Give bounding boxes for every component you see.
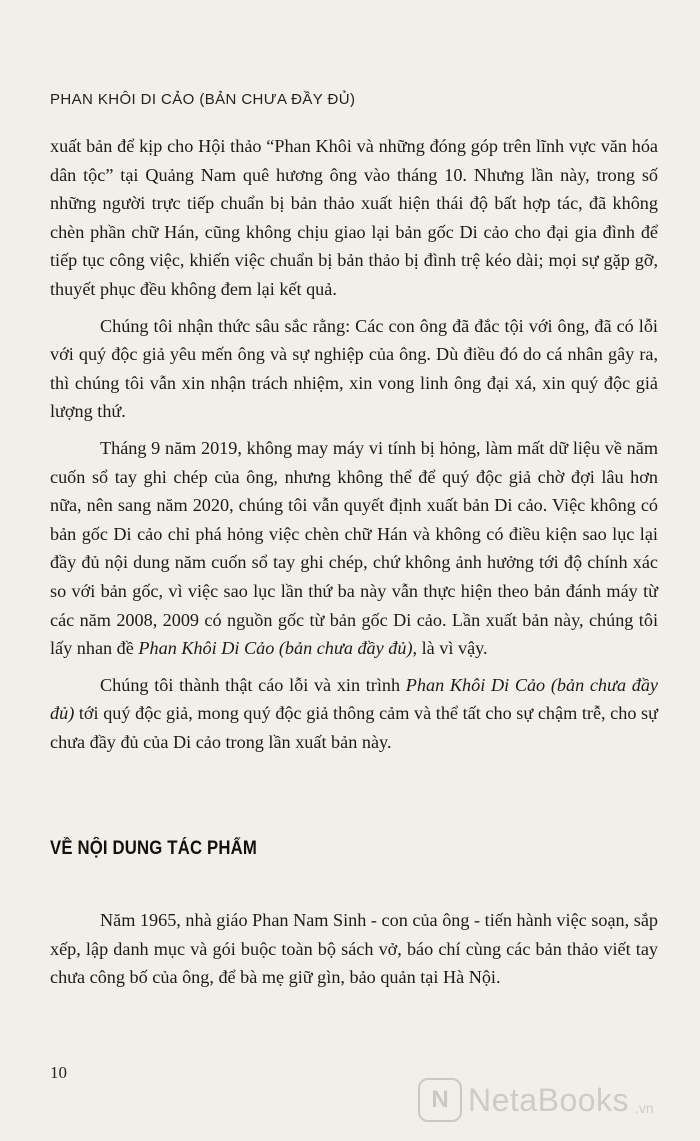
- paragraph-3-tail: , là vì vậy.: [412, 638, 488, 659]
- paragraph-2: Chúng tôi nhận thức sâu sắc rằng: Các con ông đã đắc tội với ông, đã có lỗi với quý độc giả yêu mến ông và sự nghiệp của ông. Dù điều đó do cá nhân gây ra, thì chúng tôi vẫn xin nhận trách nhiệm, xin vong linh ông đại xá, xin quý độc giả lượng thứ.: [50, 315, 658, 422]
- page-number: 10: [50, 1063, 67, 1082]
- book-title-italic: Phan Khôi Di Cảo (bản chưa đầy đủ): [138, 638, 413, 659]
- section-paragraph: Năm 1965, nhà giáo Phan Nam Sinh - con của ông - tiến hành việc soạn, sắp xếp, lập danh mục và gói buộc toàn bộ sách vở, báo chí cùng các bản thảo viết tay chưa công bố của ông, để bà mẹ giữ gìn, bảo quản tại Hà Nội.: [50, 910, 658, 988]
- paragraph-4-text: Chúng tôi thành thật cáo lỗi và xin trình: [100, 674, 406, 695]
- watermark-brand: NetaBooks: [468, 1081, 630, 1118]
- watermark-domain: .vn: [635, 1100, 654, 1116]
- running-head: PHAN KHÔI DI CẢO (BẢN CHƯA ĐẦY ĐỦ): [50, 91, 356, 108]
- paragraph-3-text: Tháng 9 năm 2019, không may máy vi tính bị hỏng, làm mất dữ liệu về năm cuốn sổ tay ghi chép của ông, nhưng không thể để quý độc giả chờ đợi lâu hơn nữa, nên sang năm 2020, chúng tôi vẫn quyết định xuất bản Di cảo. Việc không có bản gốc Di cảo chỉ phá hỏng việc chèn chữ Hán và không có điều kiện sao lục lại đầy đủ nội dung năm cuốn sổ tay ghi chép, chứ không ảnh hưởng tới độ chính xác so với bản gốc, vì việc sao lục lần thứ ba này vẫn thực hiện theo bản đánh máy từ các năm 2008, 2009 có nguồn gốc từ bản gốc Di cảo. Lần xuất bản này, chúng tôi lấy nhan đề: [50, 437, 658, 659]
- section-text: [50, 906, 658, 992]
- netabooks-watermark: [418, 1078, 654, 1122]
- paragraph-1: xuất bản để kịp cho Hội thảo “Phan Khôi và những đóng góp trên lĩnh vực văn hóa dân tộc” tại Quảng Nam quê hương ông vào tháng 10. Nhưng lần này, trong số những người trực tiếp chuẩn bị bản thảo xuất hiện thái độ bất hợp tác, đã không chèn phần chữ Hán, cũng không chịu giao lại bản gốc Di cảo cho đại gia đình để tiếp tục công việc, khiến việc chuẩn bị bản thảo bị đình trệ kéo dài; mọi sự gặp gỡ, thuyết phục đều không đem lại kết quả.: [50, 136, 658, 299]
- main-text: [50, 132, 658, 764]
- paragraph-4-tail: tới quý độc giả, mong quý độc giả thông cảm và thể tất cho sự chậm trễ, cho sự chưa đầy đủ của Di cảo trong lần xuất bản này.: [50, 703, 658, 752]
- netabooks-logo-icon: N: [418, 1078, 462, 1122]
- paragraph-4: [50, 671, 658, 757]
- paragraph-3: [50, 434, 658, 663]
- book-title-italic: Phan Khôi Di Cảo (bản chưa đầy đủ): [50, 674, 658, 724]
- section-heading: VỀ NỘI DUNG TÁC PHẨM: [50, 838, 257, 859]
